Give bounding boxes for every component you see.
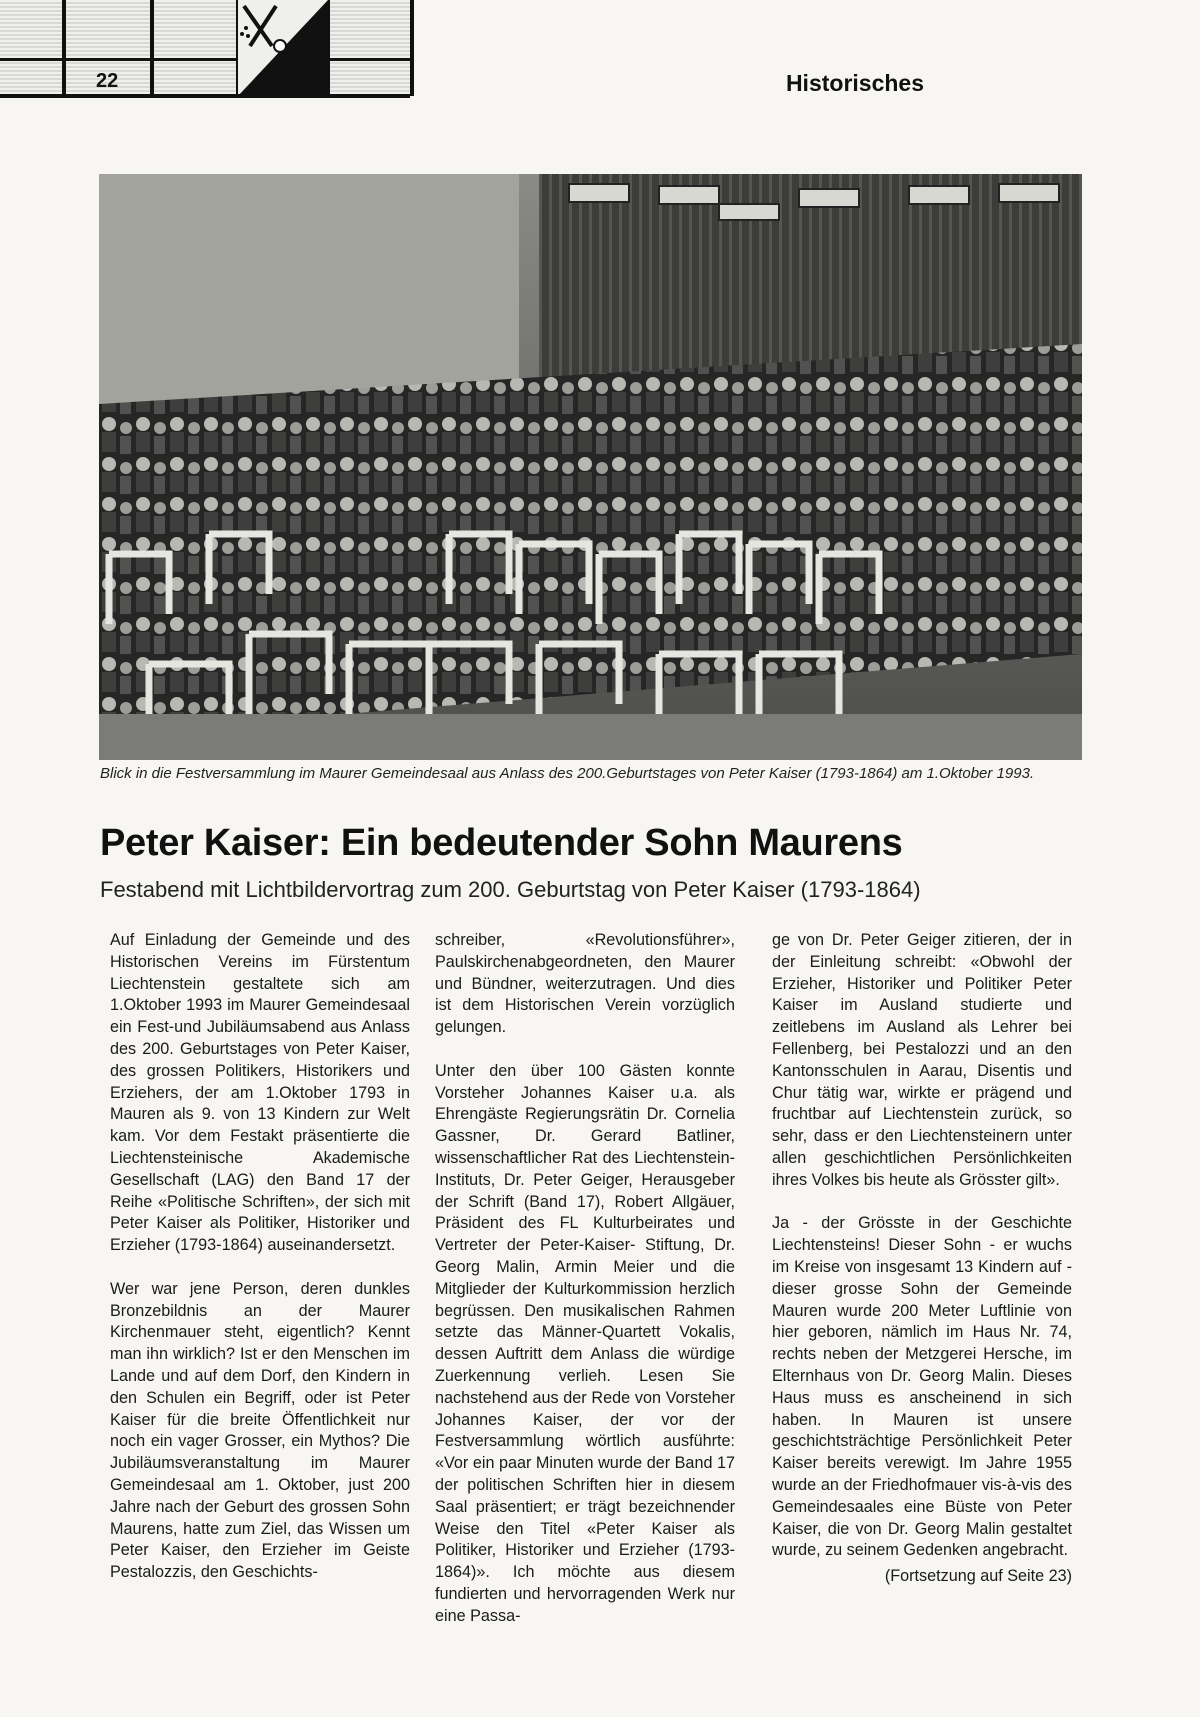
header-divider [410,0,414,96]
paragraph: Unter den über 100 Gästen konnte Vorsteher Johannes Kaiser u.a. als Ehrengäste Regierungsrätin Dr. Cornelia Gassner, Dr. Gerard Batliner, wissenschaftlicher Rat des Liechtenstein-Instituts, Dr. Peter Geiger, Herausgeber der Schrift (Band 17), Robert Allgäuer, Präsident des FL Kulturbeirates und Vertreter der Peter-Kaiser- Stiftung, Dr. Georg Malin, Armin Meier und die Mitglieder der Kulturkommission herzlich begrüssen. Den musikalischen Rahmen setzte das Männer-Quartett Vokalis, dessen Auftritt dem Anlass die würdige Zuerkennung verlieh. Lesen Sie nachstehend aus der Rede von Vorsteher Johannes Kaiser, der vor der Festversammlung wörtlich ausführte: «Vor ein paar Minuten wurde der Band 17 der politischen Schriften hier in diesem Saal präsentiert; er trägt bezeichnender Weise den Titel «Peter Kaiser als Politiker, Historiker und Erzieher (1793-1864)». Ich möchte aus diesem fundierten und hervorragenden Werk nur eine Passa- [435,1061,735,1625]
text-column-3 [772,930,1072,1588]
municipal-crest-icon [238,0,328,96]
header-baseline [0,94,410,98]
article-subheadline: Festabend mit Lichtbildervortrag zum 200. Geburtstag von Peter Kaiser (1793-1864) [100,877,921,902]
paragraph: Ja - der Grösste in der Geschichte Liechtensteins! Dieser Sohn - er wuchs im Kreise von insgesamt 13 Kindern auf - dieser grosse Sohn der Gemeinde Mauren wurde 200 Meter Luftlinie von hier geboren, nämlich im Haus Nr. 74, rechts neben der Metzgerei Hersche, im Elternhaus von Dr. Georg Malin. Dieses Haus muss es anscheinend in sich haben. In Mauren ist unsere geschichtsträchtige Persönlichkeit Peter Kaiser bereits verewigt. Im Jahre 1955 wurde an der Friedhofmauer vis-à-vis des Gemeindesaales eine Büste von Peter Kaiser, die von Dr. Georg Malin gestaltet wurde, zu seinem Gedenken angebracht. [772,1214,1072,1560]
continuation-note: (Fortsetzung auf Seite 23) [884,1567,1072,1586]
paragraph: Auf Einladung der Gemeinde und des Historischen Vereins im Fürstentum Liechtenstein gestaltete sich am 1.Oktober 1993 im Maurer Gemeindesaal ein Fest-und Jubiläumsabend aus Anlass des 200. Geburtstages von Peter Kaiser, des grossen Politikers, Historikers und Erziehers, der am 1.Oktober 1793 in Mauren als 9. von 13 Kindern zur Welt kam. Vor dem Festakt präsentierte die Liechtensteinische Akademische Gesellschaft (LAG) den Band 17 der Reihe «Politische Schriften», der sich mit Peter Kaiser als Politiker, Historiker und Erzieher (1793-1864) auseinandersetzt. [110,931,410,1255]
audience-photo [99,174,1082,760]
page-header [0,0,1200,98]
text-column-2 [435,930,735,1649]
photo-caption: Blick in die Festversammlung im Maurer Gemeindesaal aus Anlass des 200.Geburtstages von Peter Kaiser (1793-1864) am 1.Oktober 1993. [100,765,1035,782]
paragraph: Wer war jene Person, deren dunkles Bronzebildnis an der Maurer Kirchenmauer steht, eigentlich? Kennt man ihn wirklich? Ist er den Menschen im Lande und auf dem Dorf, den Kindern in den Schulen ein Begriff, oder ist Peter Kaiser für die breite Öffentlichkeit nur noch ein vager Grosser, ein Mythos? Die Jubiläumsveranstaltung im Maurer Gemeindesaal am 1. Oktober, just 200 Jahre nach der Geburt des grossen Sohn Maurens, hatte zum Ziel, das Wissen um Peter Kaiser, den Erzieher im Geiste Pestalozzis, den Geschichts- [110,1279,410,1582]
article-headline: Peter Kaiser: Ein bedeutender Sohn Maurens [100,822,903,864]
paragraph: ge von Dr. Peter Geiger zitieren, der in der Einleitung schreibt: «Obwohl der Erzieher, Historiker und Politiker Peter Kaiser im Ausland studierte und zeitlebens im Ausland als Lehrer bei Fellenberg, bei Pestalozzi und an den Kantonsschulen in Aarau, Disentis und Chur tätig war, wirkte er prägend und fruchtbar auf Liechtenstein zurück, so sehr, dass er den Liechtensteinern unter allen geschichtlichen Persönlichkeiten ihres Volkes bis heute als Grösster gilt». [772,931,1072,1189]
page-number: 22 [96,70,119,92]
header-divider [62,0,66,96]
paragraph: schreiber, «Revolutionsführer», Paulskirchenabgeordneten, den Maurer und Bündner, weiterzutragen. Und dies ist dem Historischen Verein vorzüglich gelungen. [435,931,735,1037]
header-divider [150,0,154,96]
text-column-1 [110,930,410,1606]
section-title: Historisches [785,70,924,96]
